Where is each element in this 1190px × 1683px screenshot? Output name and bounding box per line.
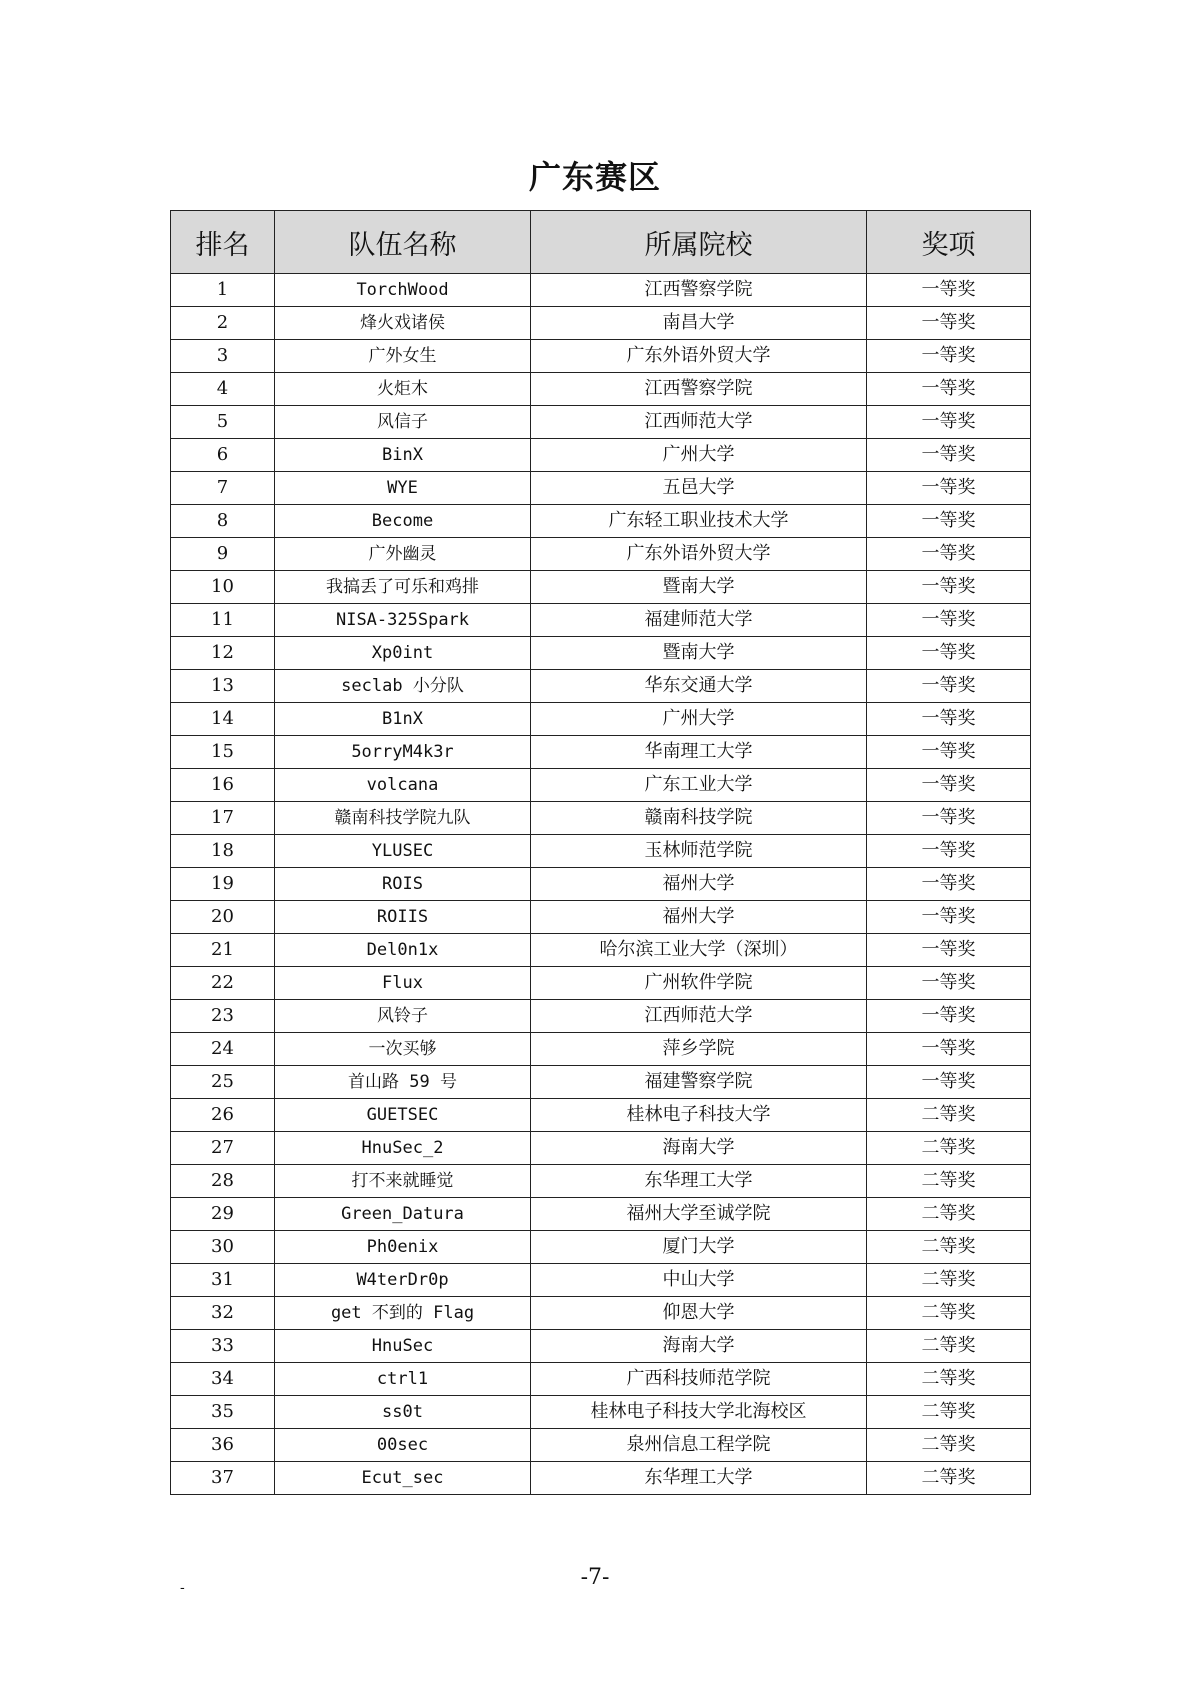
cell-team: BinX bbox=[275, 439, 531, 472]
cell-team: W4terDr0p bbox=[275, 1264, 531, 1297]
cell-rank: 26 bbox=[171, 1099, 275, 1132]
cell-team: B1nX bbox=[275, 703, 531, 736]
cell-school: 桂林电子科技大学 bbox=[531, 1099, 867, 1132]
table-row bbox=[171, 1033, 1031, 1066]
table-row bbox=[171, 703, 1031, 736]
table-row bbox=[171, 1297, 1031, 1330]
cell-award: 一等奖 bbox=[867, 307, 1031, 340]
cell-school: 福州大学 bbox=[531, 901, 867, 934]
cell-rank: 2 bbox=[171, 307, 275, 340]
cell-rank: 31 bbox=[171, 1264, 275, 1297]
cell-school: 厦门大学 bbox=[531, 1231, 867, 1264]
cell-school: 广州软件学院 bbox=[531, 967, 867, 1000]
table-row bbox=[171, 1396, 1031, 1429]
table-row bbox=[171, 1363, 1031, 1396]
cell-award: 一等奖 bbox=[867, 1033, 1031, 1066]
cell-school: 华东交通大学 bbox=[531, 670, 867, 703]
cell-team: 烽火戏诸侯 bbox=[275, 307, 531, 340]
cell-school: 江西警察学院 bbox=[531, 274, 867, 307]
cell-rank: 12 bbox=[171, 637, 275, 670]
cell-award: 二等奖 bbox=[867, 1363, 1031, 1396]
cell-rank: 20 bbox=[171, 901, 275, 934]
table-row bbox=[171, 1198, 1031, 1231]
table-row bbox=[171, 274, 1031, 307]
cell-award: 二等奖 bbox=[867, 1264, 1031, 1297]
cell-team: ROIIS bbox=[275, 901, 531, 934]
cell-team: 广外幽灵 bbox=[275, 538, 531, 571]
cell-team: Become bbox=[275, 505, 531, 538]
table-row bbox=[171, 769, 1031, 802]
cell-team: 赣南科技学院九队 bbox=[275, 802, 531, 835]
cell-school: 江西师范大学 bbox=[531, 1000, 867, 1033]
cell-team: 广外女生 bbox=[275, 340, 531, 373]
results-table bbox=[170, 210, 1031, 1495]
table-row bbox=[171, 472, 1031, 505]
table-row bbox=[171, 736, 1031, 769]
cell-award: 一等奖 bbox=[867, 934, 1031, 967]
cell-school: 仰恩大学 bbox=[531, 1297, 867, 1330]
cell-rank: 21 bbox=[171, 934, 275, 967]
cell-rank: 37 bbox=[171, 1462, 275, 1495]
page-number: -7- bbox=[580, 1565, 610, 1590]
header-team: 队伍名称 bbox=[275, 211, 531, 274]
cell-rank: 13 bbox=[171, 670, 275, 703]
cell-award: 一等奖 bbox=[867, 835, 1031, 868]
cell-school: 暨南大学 bbox=[531, 571, 867, 604]
table-row bbox=[171, 373, 1031, 406]
header-school: 所属院校 bbox=[531, 211, 867, 274]
cell-team: 00sec bbox=[275, 1429, 531, 1462]
table-row bbox=[171, 1429, 1031, 1462]
cell-school: 江西警察学院 bbox=[531, 373, 867, 406]
cell-school: 华南理工大学 bbox=[531, 736, 867, 769]
cell-rank: 30 bbox=[171, 1231, 275, 1264]
cell-rank: 1 bbox=[171, 274, 275, 307]
cell-award: 一等奖 bbox=[867, 637, 1031, 670]
cell-rank: 7 bbox=[171, 472, 275, 505]
table-row bbox=[171, 1132, 1031, 1165]
cell-rank: 11 bbox=[171, 604, 275, 637]
cell-rank: 10 bbox=[171, 571, 275, 604]
table-row bbox=[171, 307, 1031, 340]
cell-award: 一等奖 bbox=[867, 703, 1031, 736]
cell-rank: 14 bbox=[171, 703, 275, 736]
table-row bbox=[171, 571, 1031, 604]
cell-team: 5orryM4k3r bbox=[275, 736, 531, 769]
cell-team: seclab 小分队 bbox=[275, 670, 531, 703]
table-row bbox=[171, 835, 1031, 868]
table-row bbox=[171, 637, 1031, 670]
table-row bbox=[171, 505, 1031, 538]
cell-team: 一次买够 bbox=[275, 1033, 531, 1066]
table-row bbox=[171, 670, 1031, 703]
table-row bbox=[171, 1462, 1031, 1495]
cell-school: 赣南科技学院 bbox=[531, 802, 867, 835]
cell-award: 一等奖 bbox=[867, 802, 1031, 835]
cell-school: 东华理工大学 bbox=[531, 1165, 867, 1198]
table-row bbox=[171, 1330, 1031, 1363]
cell-award: 一等奖 bbox=[867, 340, 1031, 373]
cell-rank: 28 bbox=[171, 1165, 275, 1198]
cell-rank: 25 bbox=[171, 1066, 275, 1099]
cell-award: 一等奖 bbox=[867, 1066, 1031, 1099]
header-rank: 排名 bbox=[171, 211, 275, 274]
cell-award: 一等奖 bbox=[867, 373, 1031, 406]
cell-award: 一等奖 bbox=[867, 274, 1031, 307]
cell-team: 我搞丢了可乐和鸡排 bbox=[275, 571, 531, 604]
cell-award: 二等奖 bbox=[867, 1429, 1031, 1462]
cell-school: 东华理工大学 bbox=[531, 1462, 867, 1495]
table-row bbox=[171, 934, 1031, 967]
cell-team: ROIS bbox=[275, 868, 531, 901]
cell-team: Ph0enix bbox=[275, 1231, 531, 1264]
footer-mark: - bbox=[180, 1580, 185, 1596]
cell-award: 二等奖 bbox=[867, 1462, 1031, 1495]
cell-school: 广东轻工职业技术大学 bbox=[531, 505, 867, 538]
cell-team: 火炬木 bbox=[275, 373, 531, 406]
cell-team: volcana bbox=[275, 769, 531, 802]
table-row bbox=[171, 538, 1031, 571]
cell-award: 二等奖 bbox=[867, 1297, 1031, 1330]
cell-school: 江西师范大学 bbox=[531, 406, 867, 439]
cell-rank: 6 bbox=[171, 439, 275, 472]
cell-rank: 16 bbox=[171, 769, 275, 802]
cell-award: 一等奖 bbox=[867, 604, 1031, 637]
cell-award: 一等奖 bbox=[867, 868, 1031, 901]
table-header-row bbox=[171, 211, 1031, 274]
cell-rank: 5 bbox=[171, 406, 275, 439]
cell-team: Green_Datura bbox=[275, 1198, 531, 1231]
table-row bbox=[171, 1099, 1031, 1132]
cell-school: 广东工业大学 bbox=[531, 769, 867, 802]
cell-school: 广州大学 bbox=[531, 703, 867, 736]
cell-award: 二等奖 bbox=[867, 1165, 1031, 1198]
cell-school: 玉林师范学院 bbox=[531, 835, 867, 868]
cell-team: Ecut_sec bbox=[275, 1462, 531, 1495]
table-row bbox=[171, 340, 1031, 373]
cell-award: 二等奖 bbox=[867, 1396, 1031, 1429]
cell-rank: 8 bbox=[171, 505, 275, 538]
cell-award: 一等奖 bbox=[867, 736, 1031, 769]
table-row bbox=[171, 1000, 1031, 1033]
table-row bbox=[171, 967, 1031, 1000]
cell-team: GUETSEC bbox=[275, 1099, 531, 1132]
cell-team: ctrl1 bbox=[275, 1363, 531, 1396]
cell-award: 一等奖 bbox=[867, 1000, 1031, 1033]
cell-school: 福建警察学院 bbox=[531, 1066, 867, 1099]
cell-school: 广东外语外贸大学 bbox=[531, 340, 867, 373]
cell-award: 一等奖 bbox=[867, 505, 1031, 538]
cell-team: YLUSEC bbox=[275, 835, 531, 868]
cell-team: 打不来就睡觉 bbox=[275, 1165, 531, 1198]
cell-award: 二等奖 bbox=[867, 1099, 1031, 1132]
table-row bbox=[171, 1165, 1031, 1198]
cell-award: 二等奖 bbox=[867, 1132, 1031, 1165]
cell-school: 广州大学 bbox=[531, 439, 867, 472]
table-row bbox=[171, 1231, 1031, 1264]
cell-rank: 34 bbox=[171, 1363, 275, 1396]
cell-team: ss0t bbox=[275, 1396, 531, 1429]
table-row bbox=[171, 901, 1031, 934]
cell-rank: 22 bbox=[171, 967, 275, 1000]
cell-award: 一等奖 bbox=[867, 571, 1031, 604]
cell-school: 福建师范大学 bbox=[531, 604, 867, 637]
cell-school: 泉州信息工程学院 bbox=[531, 1429, 867, 1462]
table-row bbox=[171, 1066, 1031, 1099]
cell-school: 海南大学 bbox=[531, 1132, 867, 1165]
cell-rank: 29 bbox=[171, 1198, 275, 1231]
cell-team: 风信子 bbox=[275, 406, 531, 439]
cell-school: 哈尔滨工业大学（深圳） bbox=[531, 934, 867, 967]
table-row bbox=[171, 802, 1031, 835]
table-row bbox=[171, 439, 1031, 472]
cell-rank: 15 bbox=[171, 736, 275, 769]
cell-team: Del0n1x bbox=[275, 934, 531, 967]
cell-award: 一等奖 bbox=[867, 670, 1031, 703]
cell-team: get 不到的 Flag bbox=[275, 1297, 531, 1330]
cell-school: 中山大学 bbox=[531, 1264, 867, 1297]
cell-rank: 9 bbox=[171, 538, 275, 571]
table-row bbox=[171, 406, 1031, 439]
cell-team: Xp0int bbox=[275, 637, 531, 670]
cell-rank: 17 bbox=[171, 802, 275, 835]
table-row bbox=[171, 1264, 1031, 1297]
cell-team: 首山路 59 号 bbox=[275, 1066, 531, 1099]
cell-rank: 36 bbox=[171, 1429, 275, 1462]
cell-rank: 24 bbox=[171, 1033, 275, 1066]
table-row bbox=[171, 868, 1031, 901]
cell-award: 一等奖 bbox=[867, 406, 1031, 439]
cell-school: 广东外语外贸大学 bbox=[531, 538, 867, 571]
cell-award: 一等奖 bbox=[867, 439, 1031, 472]
cell-award: 二等奖 bbox=[867, 1231, 1031, 1264]
cell-rank: 19 bbox=[171, 868, 275, 901]
cell-school: 南昌大学 bbox=[531, 307, 867, 340]
cell-award: 一等奖 bbox=[867, 901, 1031, 934]
cell-school: 福州大学 bbox=[531, 868, 867, 901]
cell-school: 福州大学至诚学院 bbox=[531, 1198, 867, 1231]
cell-school: 暨南大学 bbox=[531, 637, 867, 670]
cell-award: 二等奖 bbox=[867, 1198, 1031, 1231]
cell-award: 一等奖 bbox=[867, 769, 1031, 802]
cell-team: HnuSec_2 bbox=[275, 1132, 531, 1165]
cell-award: 一等奖 bbox=[867, 472, 1031, 505]
cell-award: 一等奖 bbox=[867, 967, 1031, 1000]
cell-rank: 4 bbox=[171, 373, 275, 406]
cell-rank: 33 bbox=[171, 1330, 275, 1363]
cell-school: 桂林电子科技大学北海校区 bbox=[531, 1396, 867, 1429]
table-row bbox=[171, 604, 1031, 637]
cell-rank: 18 bbox=[171, 835, 275, 868]
cell-school: 萍乡学院 bbox=[531, 1033, 867, 1066]
cell-school: 五邑大学 bbox=[531, 472, 867, 505]
cell-school: 广西科技师范学院 bbox=[531, 1363, 867, 1396]
cell-rank: 32 bbox=[171, 1297, 275, 1330]
cell-rank: 27 bbox=[171, 1132, 275, 1165]
cell-team: WYE bbox=[275, 472, 531, 505]
cell-rank: 35 bbox=[171, 1396, 275, 1429]
cell-award: 二等奖 bbox=[867, 1330, 1031, 1363]
cell-school: 海南大学 bbox=[531, 1330, 867, 1363]
cell-team: TorchWood bbox=[275, 274, 531, 307]
cell-team: 风铃子 bbox=[275, 1000, 531, 1033]
cell-rank: 3 bbox=[171, 340, 275, 373]
cell-rank: 23 bbox=[171, 1000, 275, 1033]
table-body bbox=[171, 274, 1031, 1495]
header-award: 奖项 bbox=[867, 211, 1031, 274]
cell-award: 一等奖 bbox=[867, 538, 1031, 571]
cell-team: Flux bbox=[275, 967, 531, 1000]
cell-team: NISA-325Spark bbox=[275, 604, 531, 637]
cell-team: HnuSec bbox=[275, 1330, 531, 1363]
page-title: 广东赛区 bbox=[528, 158, 661, 196]
